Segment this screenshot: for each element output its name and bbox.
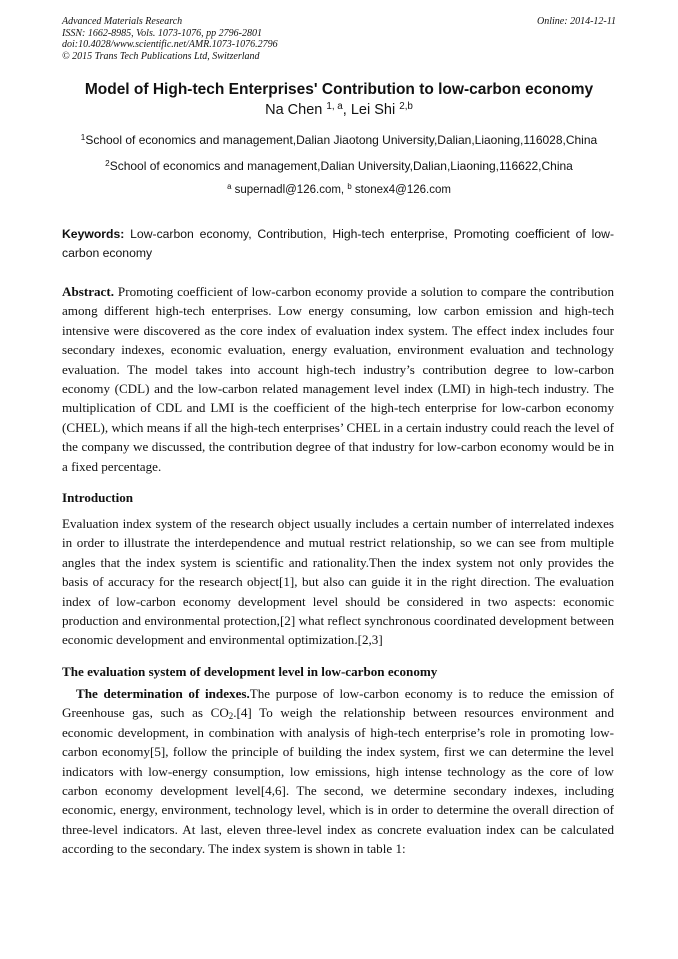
paper-title: Model of High-tech Enterprises' Contribution to low-carbon economy	[84, 81, 594, 98]
author-1-name: Na Chen	[265, 102, 323, 118]
abstract-label: Abstract.	[62, 284, 114, 299]
keywords-text: Low-carbon economy, Contribution, High-tech enterprise, Promoting coefficient of low-carbon economy	[62, 227, 614, 260]
introduction-text: Evaluation index system of the research object usually includes a certain number of interrelated indexes in order to illustrate the interdependence and mutual restrict relationship, so we can see from multiple angles that the index system is scientific and rationality.Then the index system not only provides the basis of accuracy for the research object[1], but also can guide it in the right direction. The evaluation index of low-carbon economy development level should be considered in two aspects: economic production and environmental protection,[2] what reflect synchronous coordinated development between economic development and environmental optimization.[2,3]	[62, 516, 614, 648]
email-a-sup: a	[227, 182, 232, 192]
copyright-line: © 2015 Trans Tech Publications Ltd, Switzerland	[62, 50, 260, 62]
online-date: Online: 2014-12-11	[537, 16, 616, 27]
affiliation-1-text: School of economics and management,Dalian Jiaotong University,Dalian,Liaoning,116028,China	[85, 133, 598, 147]
author-line: Na Chen $^{1, a}$, Lei Shi $^{2,b}$	[265, 101, 413, 118]
evaluation-text-1: The purpose of low-carbon economy is to reduce the emission of Greenhouse gas, such as CO	[62, 686, 614, 721]
affiliation-2	[0, 159, 678, 173]
evaluation-block	[62, 684, 614, 859]
email-line	[0, 184, 678, 196]
keywords-label: Keywords:	[62, 227, 125, 241]
affiliation-2-text: School of economics and management,Dalian University,Dalian,Liaoning,116622,China	[109, 159, 573, 173]
journal-header	[62, 16, 616, 62]
evaluation-text-2: .[4] To weigh the relationship between resources environment and economic development, in combination with analysis of high-tech enterprise’s role in promoting low-carbon economy[5], follow the principle of building the index system, first we can determine the level indicators with low-energy consumption, low emissions, high intense technology as the core of low carbon economy development level[4,6]. The second, we determine secondary indexes, including economic, energy, environment, technology level, which is in order to determine the overall direction of three-level indicators. At last, eleven three-level index as concrete evaluation index can be calculated according to the secondary. The index system is shown in table 1:	[62, 705, 614, 857]
affiliation-1	[0, 133, 678, 147]
email-b: stonex4@126.com	[354, 184, 451, 196]
abstract-block	[62, 282, 614, 476]
author-2-sup: 2,b	[399, 101, 413, 113]
doi-line: doi:10.4028/www.scientific.net/AMR.1073-1076.2796	[62, 39, 278, 50]
co2-subscript: 2	[228, 711, 234, 722]
evaluation-subheading: The determination of indexes.	[76, 686, 250, 701]
author-1-sup: 1, a	[326, 101, 343, 113]
keywords-block	[62, 225, 614, 263]
email-a: supernadl@126.com,	[234, 184, 348, 196]
issn-line: ISSN: 1662-8985, Vols. 1073-1076, pp 2796-2801	[62, 27, 262, 39]
evaluation-heading: The evaluation system of development level in low-carbon economy	[62, 664, 438, 679]
email-b-sup: b	[347, 182, 352, 192]
affiliation-2-sup: 2	[105, 158, 110, 168]
abstract-text: Promoting coefficient of low-carbon economy provide a solution to compare the contribution among different high-tech enterprises. Low energy consuming, low carbon emission and high-tech intensive were discovered as the core index of evaluation index system. The effect index includes four secondary indexes, economic evaluation, energy evaluation, environment evaluation and technology evaluation. The model takes into account high-tech industry’s contribution degree to low-carbon economy (CDL) and the low-carbon related management level index (LMI) in high-tech industry. The multiplication of CDL and LMI is the coefficient of the high-tech enterprise for low-carbon economy (CHEL), which means if all the high-tech enterprises’ CHEL in a certain industry could reach the level of the company we discussed, the contribution degree of that industry for low-carbon economy would be in a fixed percentage.	[62, 284, 614, 474]
affiliation-1-sup: 1	[80, 132, 86, 142]
author-2-name: Lei Shi	[350, 102, 396, 118]
journal-name: Advanced Materials Research	[62, 16, 183, 27]
introduction-heading: Introduction	[62, 490, 134, 505]
